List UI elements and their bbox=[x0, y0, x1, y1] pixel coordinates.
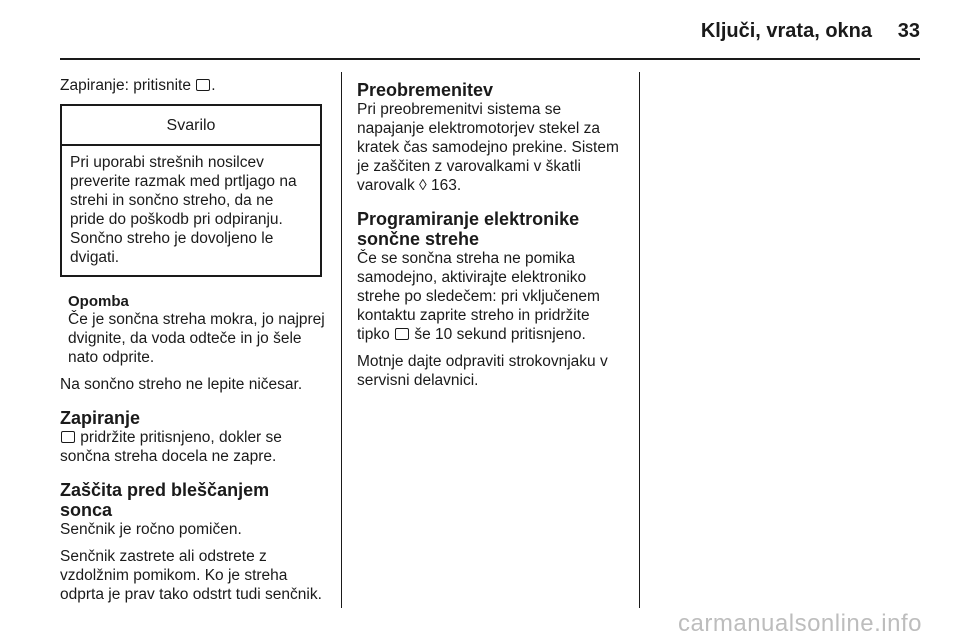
sunroof-close-button-icon bbox=[395, 328, 409, 340]
column-divider-1 bbox=[341, 72, 342, 608]
warning-body: Pri uporabi strešnih nosilcev preverite razmak med prtljago na strehi in sončno streho, da ne pride do poškodb pri odpiranju. Sončno streho je dovoljeno le dvigati. bbox=[70, 154, 297, 266]
note-title: Opomba bbox=[68, 293, 129, 310]
warning-box bbox=[60, 104, 322, 277]
overload-paragraph: Pri preobremenitvi sistema se napajanje elektromotorjev stekel za kratek čas samodejno prekine. Sistem je zaščiten z varovalkami v škatli varovalk ◊ 163. bbox=[357, 101, 619, 194]
sunroof-close-button-icon bbox=[61, 431, 75, 443]
note-body: Če je sončna streha mokra, jo najprej dvignite, da voda odteče in jo šele nato odprite. bbox=[68, 311, 325, 366]
programming-heading: Programiranje elektronike sončne strehe bbox=[357, 209, 580, 249]
watermark: carmanualsonline.info bbox=[678, 610, 922, 637]
header-rule bbox=[60, 58, 920, 60]
page-ref-number[interactable]: 163. bbox=[431, 177, 462, 194]
warning-title: Svarilo bbox=[62, 106, 320, 146]
closing-paragraph: pridržite pritisnjeno, dokler se sončna streha docela ne zapre. bbox=[60, 429, 282, 465]
intro-paragraph: Zapiranje: pritisnite . bbox=[60, 77, 216, 94]
page-number: 33 bbox=[897, 20, 920, 42]
glare-paragraph-2: Senčnik zastrete ali odstrete z vzdolžnim pomikom. Ko je streha odprta je prav tako odstrt tudi senčnik. bbox=[60, 548, 322, 603]
service-paragraph: Motnje dajte odpraviti strokovnjaku v servisni delavnici. bbox=[357, 353, 608, 389]
right-column bbox=[357, 76, 619, 398]
page-header bbox=[0, 0, 960, 62]
glare-paragraph-1: Senčnik je ročno pomičen. bbox=[60, 521, 242, 538]
note-block bbox=[60, 277, 326, 367]
glare-heading: Zaščita pred bleščanjem sonca bbox=[60, 480, 270, 520]
overload-heading: Preobremenitev bbox=[357, 80, 494, 100]
sunroof-close-button-icon bbox=[196, 79, 210, 91]
header-title: Ključi, vrata, okna bbox=[700, 20, 872, 42]
column-divider-2 bbox=[639, 72, 640, 608]
page-ref-arrow-icon: ◊ bbox=[419, 177, 427, 194]
closing-heading: Zapiranje bbox=[60, 408, 141, 428]
no-stick-paragraph: Na sončno streho ne lepite ničesar. bbox=[60, 376, 303, 393]
programming-paragraph: Če se sončna streha ne pomika samodejno, aktivirajte elektroniko strehe po sledečem: pri vključenem kontaktu zaprite streho in pridržite tipko še 10 sekund pritisnjeno. bbox=[357, 250, 600, 343]
left-column bbox=[60, 76, 326, 612]
